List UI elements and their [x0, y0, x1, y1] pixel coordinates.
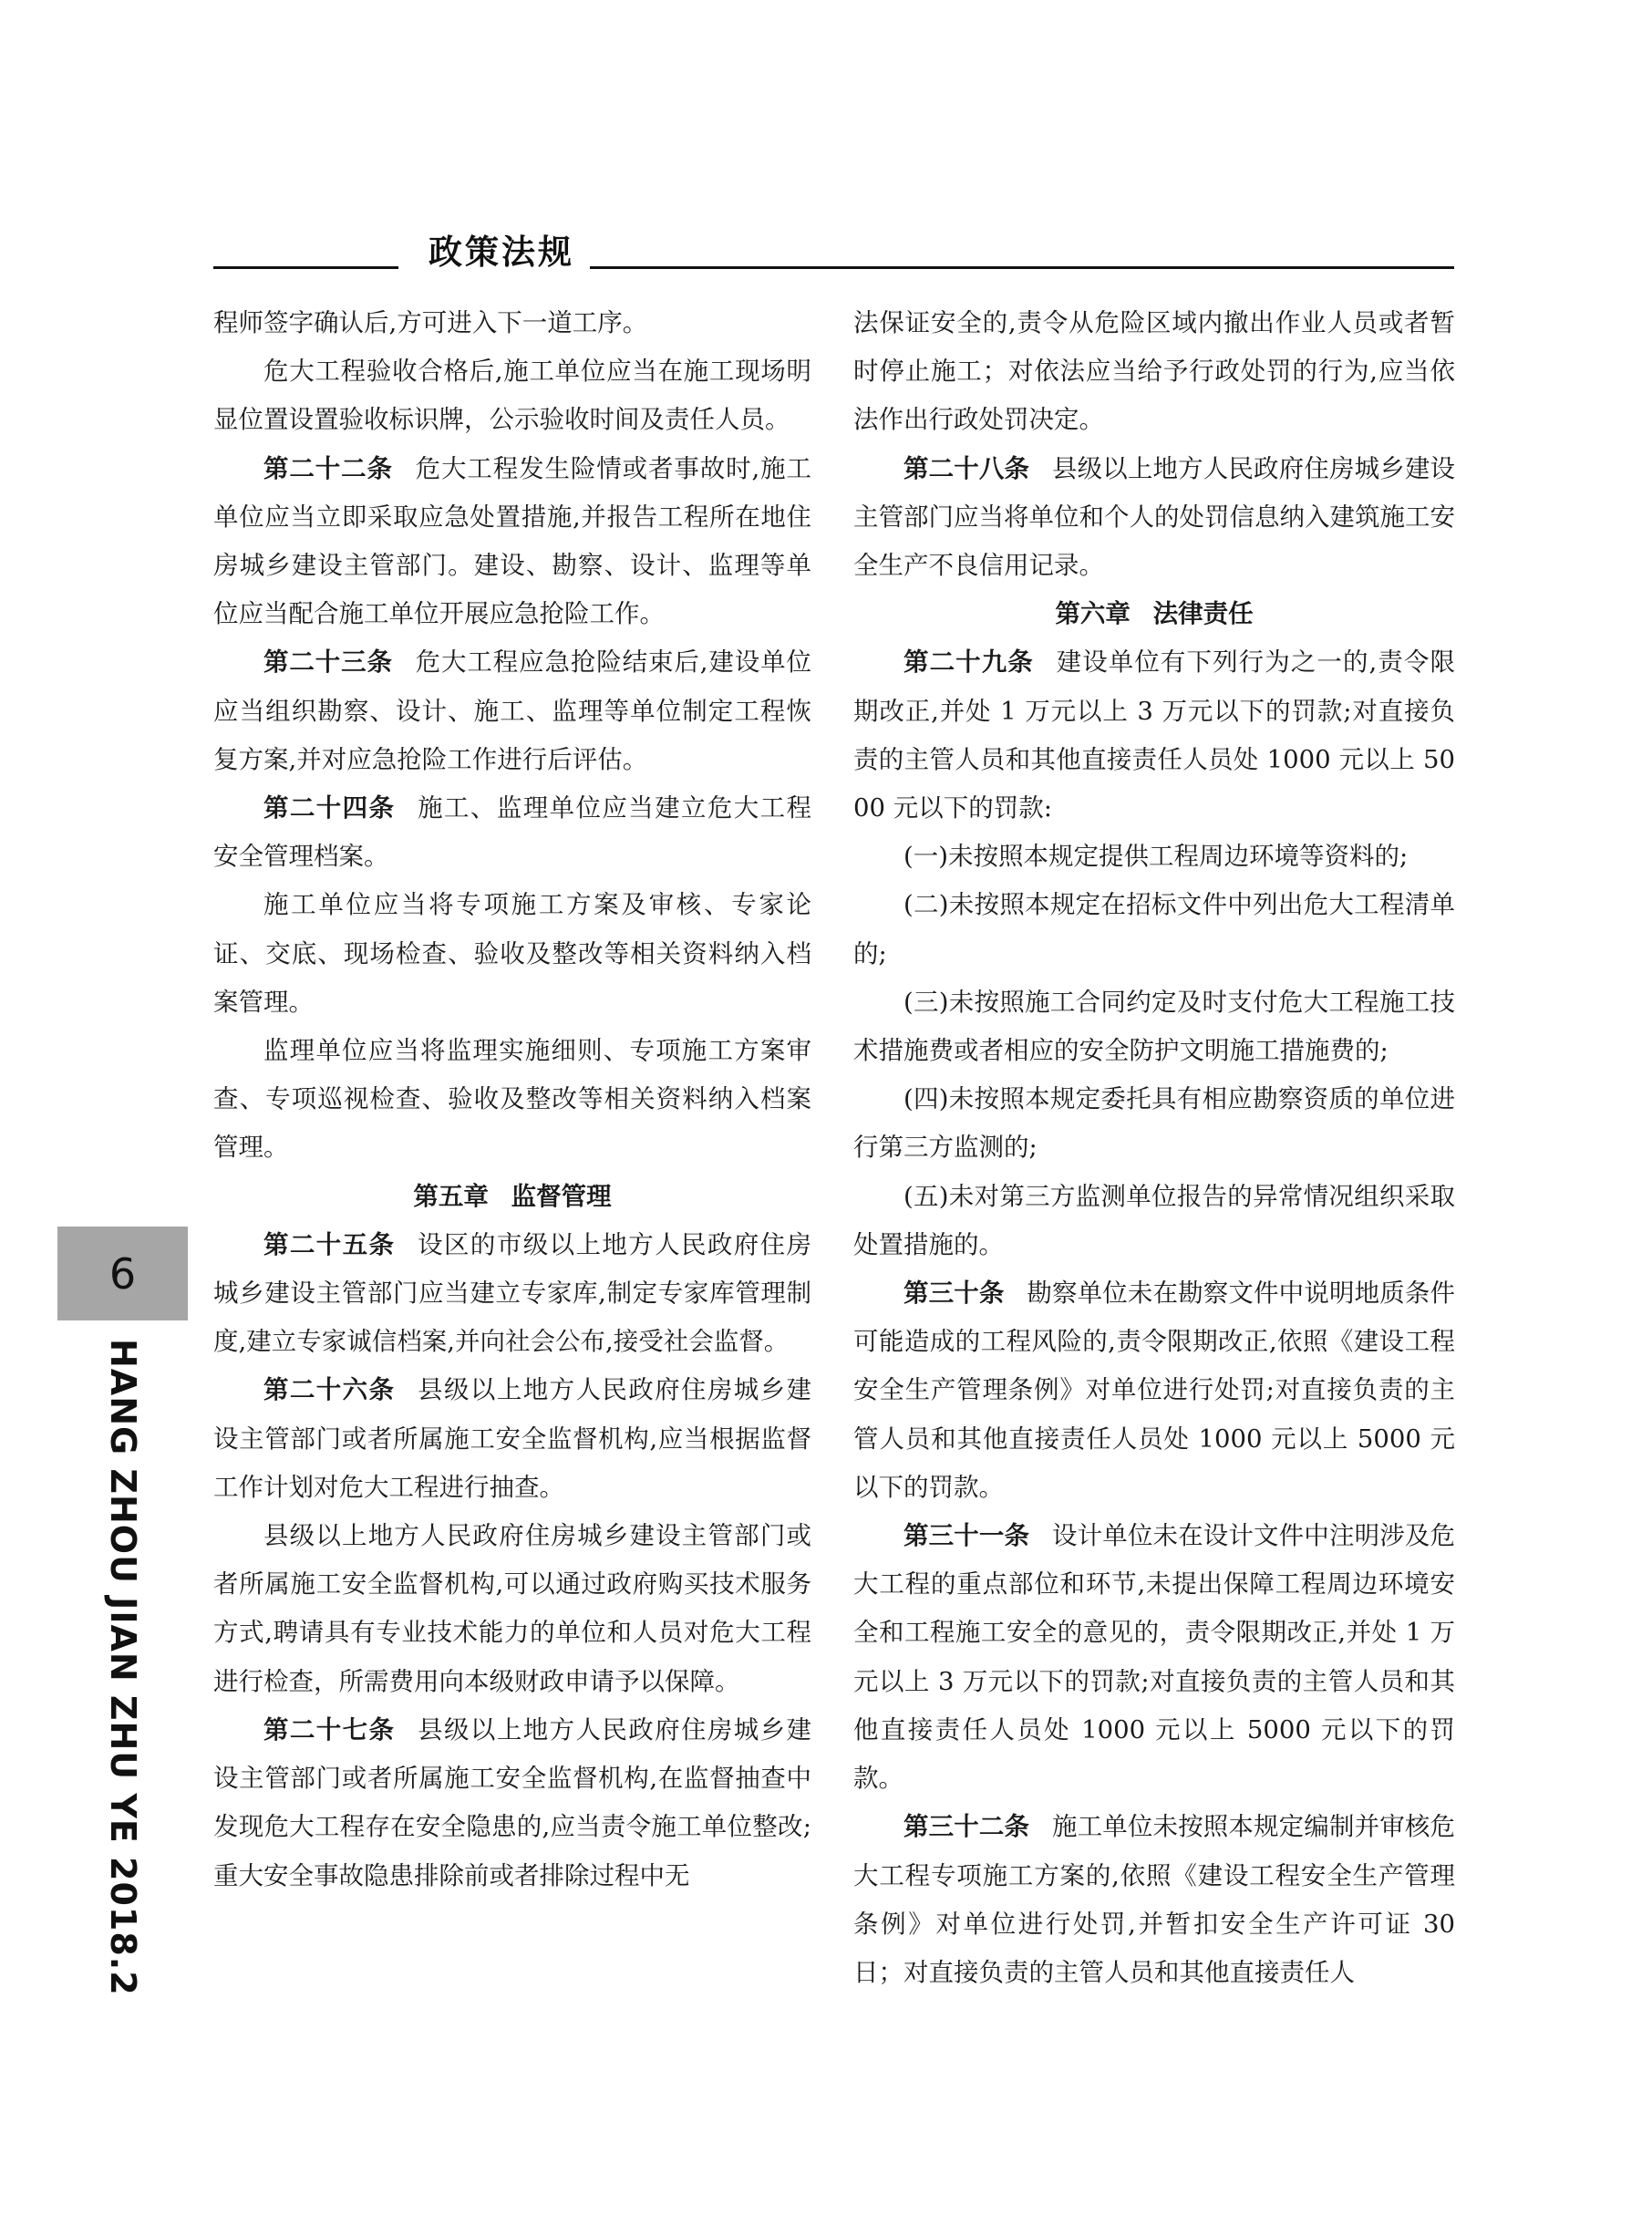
paragraph [213, 1366, 811, 1512]
paragraph [853, 1803, 1455, 1997]
magazine-vertical-label [94, 1339, 152, 1996]
paragraph-text: 勘察单位未在勘察文件中说明地质条件可能造成的工程风险的,责令限期改正,依照《建设工程安全生产管理条例》对单位进行处罚;对直接负责的主管人员和其他直接责任人员处 1000 元以上 5000 元以下的罚款。 [853, 1279, 1456, 1502]
left-text-column [213, 299, 811, 1900]
paragraph [853, 833, 1455, 881]
article-label: 第二十二条 [263, 453, 393, 483]
paragraph-text: (四)未按照本规定委托具有相应勘察资质的单位进行第三方监测的; [853, 1084, 1455, 1163]
page-number-box [57, 1227, 188, 1320]
paragraph [213, 1706, 811, 1900]
paragraph-text: 危大工程发生险情或者事故时,施工单位应当立即采取应急处置措施,并报告工程所在地住房城乡建设主管部门。建设、勘察、设计、监理等单位应当配合施工单位开展应急抢险工作。 [213, 453, 811, 629]
article-label: 第二十六条 [263, 1375, 396, 1405]
paragraph [213, 1221, 811, 1367]
paragraph [213, 638, 811, 784]
paragraph [853, 445, 1455, 591]
paragraph-text: 程师签字确认后,方可进入下一道工序。 [213, 308, 648, 337]
paragraph-text: 建设单位有下列行为之一的,责令限期改正,并处 1 万元以上 3 万元以下的罚款;对直接负责的主管人员和其他直接责任人员处 1000 元以上 5000 元以下的罚款: [853, 647, 1455, 823]
chapter-heading [853, 590, 1455, 638]
paragraph [853, 1269, 1455, 1512]
chapter-heading [213, 1173, 811, 1221]
paragraph [213, 1512, 811, 1706]
paragraph [213, 784, 811, 881]
paragraph-text: 县级以上地方人民政府住房城乡建设主管部门或者所属施工安全监督机构,在监督抽查中发现危大工程存在安全隐患的,应当责令施工单位整改;重大安全事故隐患排除前或者排除过程中无 [213, 1714, 812, 1890]
paragraph-text: (二)未按照本规定在招标文件中列出危大工程清单的; [853, 890, 1455, 968]
article-label: 第三十条 [903, 1279, 1005, 1309]
paragraph-text: 设区的市级以上地方人民政府住房城乡建设主管部门应当建立专家库,制定专家库管理制度,建立专家诚信档案,并向社会公布,接受社会监督。 [213, 1229, 812, 1357]
paragraph [853, 978, 1455, 1075]
header-rule-right [590, 266, 1454, 269]
article-label: 第三十一条 [903, 1521, 1030, 1551]
paragraph-text: 危大工程验收合格后,施工单位应当在施工现场明显位置设置验收标识牌，公示验收时间及责任人员。 [213, 357, 811, 435]
paragraph [213, 1027, 811, 1173]
paragraph-text: 法保证安全的,责令从危险区域内撤出作业人员或者暂时停止施工；对依法应当给予行政处罚的行为,应当依法作出行政处罚决定。 [853, 308, 1455, 435]
paragraph-text: 施工单位应当将专项施工方案及审核、专家论证、交底、现场检查、验收及整改等相关资料纳入档案管理。 [213, 890, 811, 1017]
paragraph [213, 299, 811, 347]
chapter-number: 第五章 [413, 1181, 489, 1211]
paragraph [853, 881, 1455, 978]
paragraph [853, 1173, 1455, 1269]
paragraph [213, 347, 811, 444]
paragraph-text: (一)未按照本规定提供工程周边环境等资料的; [903, 842, 1409, 872]
paragraph [853, 638, 1455, 833]
page-number: 6 [108, 1248, 137, 1299]
paragraph-text: (三)未按照施工合同约定及时支付危大工程施工技术措施费或者相应的安全防护文明施工措施费的; [853, 987, 1455, 1066]
paragraph-text: 县级以上地方人民政府住房城乡建设主管部门或者所属施工安全监督机构,可以通过政府购买技术服务方式,聘请具有专业技术能力的单位和人员对危大工程进行检查，所需费用向本级财政申请予以保障。 [213, 1521, 811, 1696]
chapter-title: 法律责任 [1152, 599, 1254, 629]
paragraph-text: (五)未对第三方监测单位报告的异常情况组织采取处置措施的。 [853, 1181, 1455, 1259]
paragraph [853, 1075, 1455, 1172]
paragraph [853, 299, 1455, 445]
article-label: 第二十四条 [263, 793, 396, 823]
paragraph [853, 1512, 1455, 1803]
paragraph-text: 危大工程应急抢险结束后,建设单位应当组织勘察、设计、施工、监理等单位制定工程恢复方案,并对应急抢险工作进行后评估。 [213, 647, 811, 774]
article-label: 第二十五条 [263, 1229, 396, 1259]
article-label: 第二十三条 [263, 647, 393, 678]
magazine-issue-text: HANG ZHOU JIAN ZHU YE 2018.2 [103, 1339, 143, 1996]
paragraph-text: 县级以上地方人民政府住房城乡建设主管部门或者所属施工安全监督机构,应当根据监督工作计划对危大工程进行抽查。 [213, 1375, 812, 1502]
paragraph-text: 施工单位未按照本规定编制并审核危大工程专项施工方案的,依照《建设工程安全生产管理条例》对单位进行处罚,并暂扣安全生产许可证 30 日；对直接负责的主管人员和其他直接责任人 [853, 1812, 1455, 1987]
article-label: 第二十八条 [903, 453, 1030, 483]
article-label: 第二十七条 [263, 1714, 396, 1745]
paragraph-text: 监理单位应当将监理实施细则、专项施工方案审查、专项巡视检查、验收及整改等相关资料纳入档案管理。 [213, 1036, 811, 1163]
right-text-column [853, 299, 1455, 1997]
paragraph-text: 设计单位未在设计文件中注明涉及危大工程的重点部位和环节,未提出保障工程周边环境安全和工程施工安全的意见的，责令限期改正,并处 1 万元以上 3 万元以下的罚款;对直接负责的主管人员和其他直接责任人员处 1000 元以上 5000 元以下的罚款。 [853, 1521, 1455, 1794]
paragraph-text: 施工、监理单位应当建立危大工程安全管理档案。 [213, 793, 812, 872]
header-rule-left [213, 266, 398, 269]
paragraph [213, 881, 811, 1027]
chapter-title: 监督管理 [511, 1181, 612, 1211]
paragraph-text: 县级以上地方人民政府住房城乡建设主管部门应当将单位和个人的处罚信息纳入建筑施工安全生产不良信用记录。 [853, 453, 1455, 581]
chapter-number: 第六章 [1055, 599, 1131, 629]
section-title: 政策法规 [428, 233, 574, 272]
paragraph [213, 445, 811, 639]
article-label: 第二十九条 [903, 647, 1034, 678]
article-label: 第三十二条 [903, 1812, 1030, 1842]
